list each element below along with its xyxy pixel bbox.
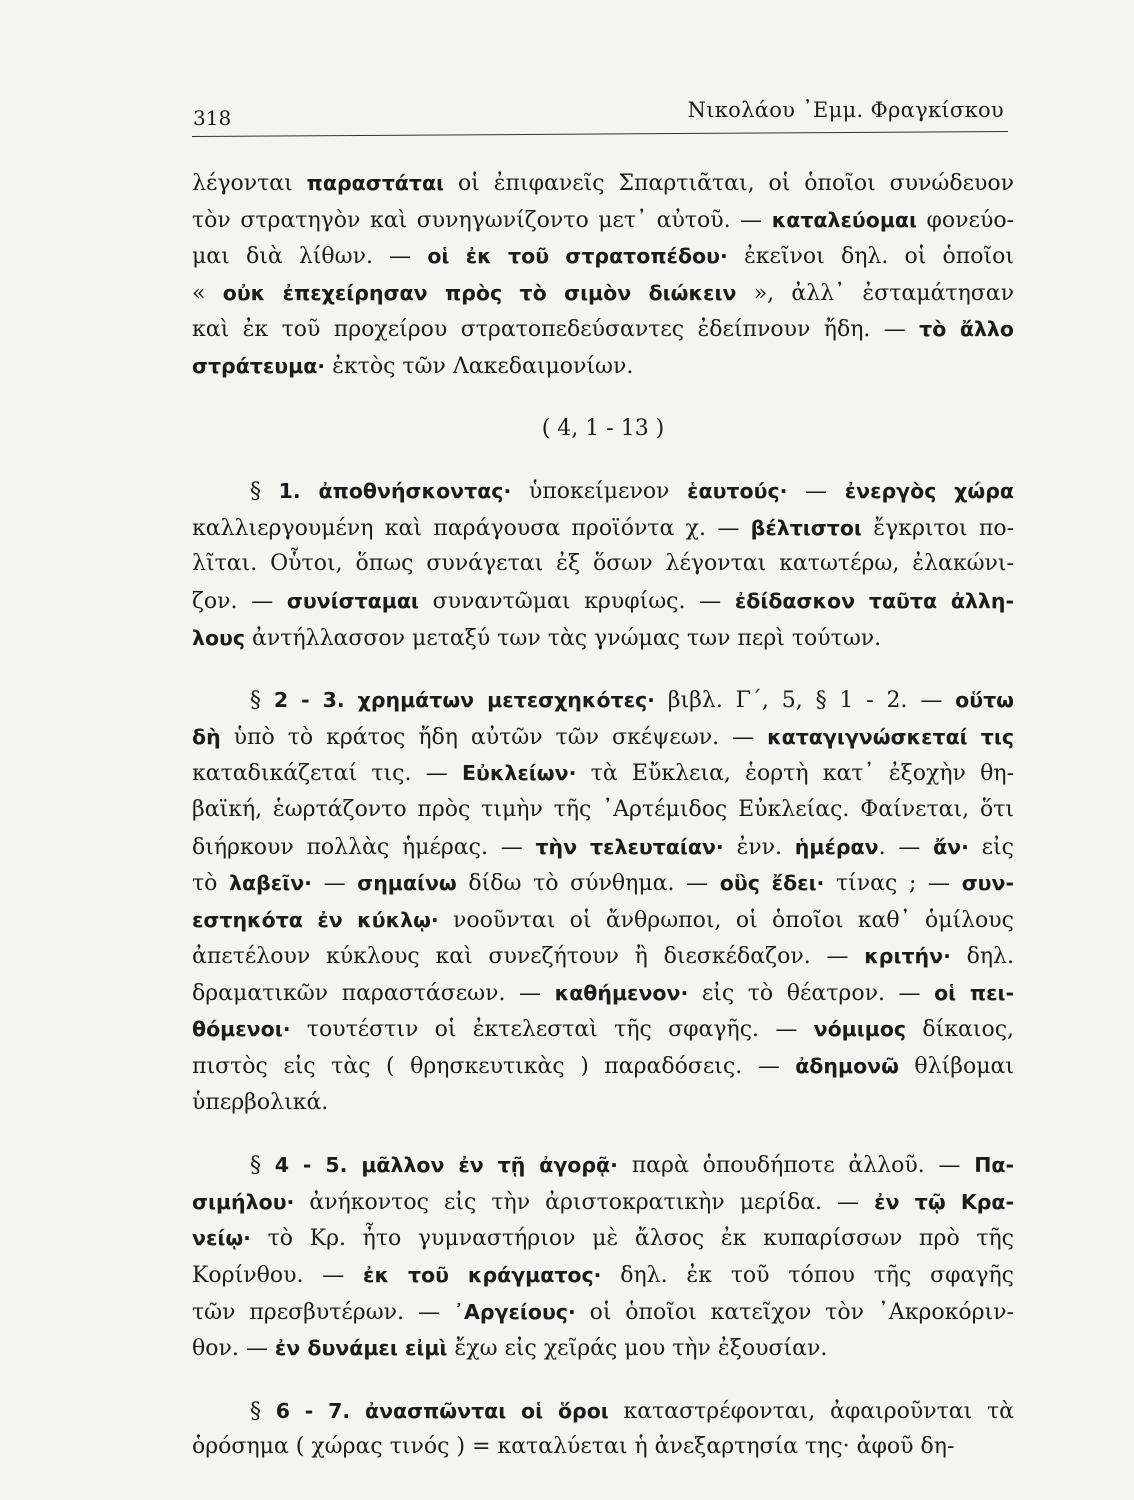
bold-lemma: 1. ἀποθνήσκοντας· <box>278 479 512 504</box>
text-run: οἱ ὁποῖοι κατεῖχον τὸν ᾿Ακροκόριν- <box>575 1299 1014 1325</box>
text-line <box>192 1048 1014 1085</box>
text-line <box>192 1294 1014 1331</box>
text-line <box>192 938 1014 975</box>
bold-lemma: νείῳ· <box>192 1226 251 1251</box>
text-run: ζον. — <box>192 588 287 614</box>
text-run: ἐνν. <box>723 834 795 860</box>
text-run: παρὰ ὁπουδήποτε ἀλλοῦ. — <box>617 1153 975 1179</box>
bold-lemma: καθήμενον· <box>554 980 689 1005</box>
paragraph-gap <box>192 1121 1014 1147</box>
text-line <box>192 719 1014 756</box>
text-run: ἐκεῖνοι δηλ. οἱ ὁποῖοι <box>727 244 1014 270</box>
text-line <box>192 1184 1014 1221</box>
bold-lemma: θόμενοι· <box>192 1017 291 1042</box>
text-line <box>192 1257 1014 1294</box>
text-run: καλλιεργουμένη καὶ παράγουσα προϊόντα χ. — <box>192 515 751 541</box>
text-run: § <box>250 479 279 505</box>
bold-lemma: δὴ <box>192 724 221 749</box>
bold-lemma: οὓς ἔδει· <box>719 871 825 896</box>
paragraph-gap <box>192 447 1014 473</box>
text-line <box>192 975 1014 1012</box>
text-run: καταδικάζεταί τις. — <box>192 761 462 787</box>
text-run: § <box>250 1153 275 1179</box>
bold-lemma: 6 - 7. ἀνασπῶνται οἱ ὅροι <box>275 1398 609 1423</box>
text-run: λῖται. Οὗτοι, ὅπως συνάγεται ἐξ ὅσων λέγονται κατωτέρω, ἐλακώνι- <box>192 551 1014 577</box>
bold-lemma: νόμιμος <box>813 1017 907 1042</box>
text-run: ἀπετέλουν κύκλους καὶ συνεζήτουν ἢ διεσκέδαζον. — <box>192 944 865 970</box>
bold-lemma: ᾿Αργείους· <box>453 1299 576 1324</box>
bold-lemma: λους <box>192 625 246 650</box>
text-line <box>192 682 1014 719</box>
text-run: λέγονται <box>192 171 307 196</box>
paragraph <box>192 1147 1014 1367</box>
bold-lemma: καταγιγνώσκεταί τις <box>767 724 1014 749</box>
bold-lemma: ἐν δυνάμει εἰμὶ <box>274 1336 448 1361</box>
text-line <box>192 902 1014 939</box>
text-run: ὁρόσημα ( χώρας τινός ) = καταλύεται ἡ ἀνεξαρτησία της· ἀφοῦ δη- <box>192 1434 955 1460</box>
bold-lemma: Εὐκλείων· <box>462 761 577 786</box>
text-line <box>192 1011 1014 1048</box>
running-header-author: Νικολάου ᾿Εμμ. Φραγκίσκου <box>687 98 1004 122</box>
text-line <box>192 829 1014 866</box>
text-run: τουτέστιν οἱ ἐκτελεσταὶ τῆς σφαγῆς. — <box>290 1017 814 1043</box>
text-line <box>192 792 1014 829</box>
bold-lemma: λαβεῖν· <box>229 871 312 896</box>
text-run: δίδω τὸ σύνθημα. — <box>456 871 720 897</box>
bold-lemma: κριτήν· <box>864 944 951 969</box>
text-line <box>192 510 1014 547</box>
bold-lemma: Πα- <box>974 1153 1014 1178</box>
text-run: § <box>250 688 274 714</box>
bold-lemma: βέλτιστοι <box>750 515 862 540</box>
bold-lemma: ἀδημονῶ <box>795 1054 899 1079</box>
text-line <box>192 620 1014 657</box>
text-line <box>192 1429 1014 1466</box>
text-line <box>192 755 1014 792</box>
text-run: τὰ Εὔκλεια, ἑορτὴ κατ᾿ ἐξοχὴν θη- <box>576 761 1014 787</box>
bold-lemma: καταλεύομαι <box>771 207 917 232</box>
text-run: τὸ Κρ. ἦτο γυμναστήριον μὲ ἄλσος ἐκ κυπαρίσσων πρὸ τῆς <box>250 1226 1014 1252</box>
text-line <box>192 1393 1014 1430</box>
text-run: « <box>192 280 223 306</box>
text-line <box>192 583 1014 620</box>
paragraph-gap <box>192 656 1014 682</box>
text-run: . — <box>878 834 934 860</box>
text-run: ἔχω εἰς χεῖράς μου τὴν ἐξουσίαν. <box>447 1336 828 1362</box>
text-run: καὶ ἐκ τοῦ προχείρου στρατοπεδεύσαντες ἐδείπνουν ἤδη. — <box>192 317 920 343</box>
paragraph <box>192 165 1014 385</box>
text-run: δηλ. ἐκ τοῦ τόπου τῆς σφαγῆς <box>601 1263 1014 1289</box>
paragraph <box>192 1393 1014 1466</box>
text-line <box>192 546 1014 583</box>
bold-lemma: ἐκ τοῦ κράγματος· <box>363 1263 602 1288</box>
text-run: δίκαιος, <box>906 1017 1014 1043</box>
text-run: βαϊκή, ἑωρτάζοντο πρὸς τιμὴν τῆς ᾿Αρτέμιδος Εὐκλείας. Φαίνεται, ὅτι <box>192 796 1014 822</box>
header-rule <box>192 131 1008 137</box>
text-line <box>192 275 1014 312</box>
paragraph-gap <box>192 1367 1014 1393</box>
bold-lemma: εστηκότα ἐν κύκλῳ· <box>192 907 439 932</box>
text-run: φονεύο- <box>917 207 1014 233</box>
text-run: τὸν στρατηγὸν καὶ συνηγωνίζοντο μετ᾿ αὐτοῦ. — <box>192 207 772 233</box>
bold-lemma: οὕτω <box>955 688 1014 713</box>
text-line <box>192 865 1014 902</box>
paragraph <box>192 473 1014 656</box>
text-run: ὑπερβολικά. <box>192 1089 329 1115</box>
bold-lemma: παραστάται <box>306 171 445 195</box>
page-number: 318 <box>193 106 232 130</box>
text-run: ἐκτὸς τῶν Λακεδαιμονίων. <box>325 353 634 379</box>
text-line <box>192 1220 1014 1257</box>
page-body <box>192 165 1014 1466</box>
text-run: βιβλ. Γ΄, 5, § 1 - 2. — <box>654 688 956 714</box>
text-run: », ἀλλ᾿ ἐσταμάτησαν <box>736 280 1014 306</box>
bold-lemma: ἄν· <box>933 834 969 859</box>
text-run: ὑποκείμενον <box>511 479 688 505</box>
text-run: ἀνήκοντος εἰς τὴν ἀριστοκρατικὴν μερίδα. — <box>294 1189 875 1215</box>
bold-lemma: συν- <box>961 871 1014 896</box>
text-line <box>192 348 1014 385</box>
bold-lemma: συνίσταμαι <box>286 588 419 613</box>
text-line <box>192 202 1014 239</box>
text-run: νοοῦνται οἱ ἄνθρωποι, οἱ ὁποῖοι καθ᾿ ὁμίλους <box>438 907 1014 933</box>
text-run: τίνας ; — <box>824 871 962 897</box>
paragraph-gap <box>192 385 1014 411</box>
text-run: — <box>787 479 845 505</box>
text-line <box>192 311 1014 348</box>
text-run: τὸ <box>192 871 230 897</box>
bold-lemma: 2 - 3. χρημάτων μετεσχηκότες· <box>273 688 655 713</box>
text-line <box>192 1085 1014 1122</box>
text-run: ἀντήλλασσον μεταξύ των τὰς γνώμας των περὶ τούτων. <box>245 625 882 651</box>
text-run: καταστρέφονται, ἀφαιροῦνται τὰ <box>608 1398 1014 1424</box>
text-run: Κορίνθου. — <box>192 1263 364 1289</box>
bold-lemma: ἐνεργὸς χώρα <box>844 479 1014 504</box>
text-line <box>192 1147 1014 1184</box>
paragraph <box>192 682 1014 1121</box>
bold-lemma: οὐκ ἐπεχείρησαν πρὸς τὸ σιμὸν διώκειν <box>222 280 737 305</box>
text-run: ὑπὸ τὸ κράτος ἤδη αὐτῶν τῶν σκέψεων. — <box>220 724 768 750</box>
text-run: θλίβομαι <box>898 1054 1014 1080</box>
bold-lemma: οἱ ἐκ τοῦ στρατοπέδου· <box>427 244 728 269</box>
bold-lemma: σημαίνω <box>357 871 457 896</box>
bold-lemma: ἑαυτούς· <box>687 479 788 504</box>
text-run: οἱ ἐπιφανεῖς Σπαρτιᾶται, οἱ ὁποῖοι συνώδευον <box>444 171 1014 196</box>
text-run: ἔγκριτοι πο- <box>861 515 1014 541</box>
text-line <box>192 238 1014 275</box>
text-run: δραματικῶν παραστάσεων. — <box>192 980 555 1006</box>
text-line <box>192 165 1014 202</box>
section-heading: ( 4, 1 - 13 ) <box>541 415 665 441</box>
text-run: διήρκουν πολλὰς ἡμέρας. — <box>192 834 536 860</box>
text-run: συναντῶμαι κρυφίως. — <box>418 588 735 614</box>
text-run: εἰς τὸ θέατρον. — <box>688 980 935 1006</box>
bold-lemma: οἱ πει- <box>934 980 1014 1005</box>
bold-lemma: σιμήλου· <box>192 1189 295 1214</box>
text-run: — <box>311 871 358 897</box>
text-run: τῶν πρεσβυτέρων. — <box>192 1299 454 1325</box>
bold-lemma: ἐδίδασκον ταῦτα ἀλλη- <box>734 588 1014 613</box>
bold-lemma: 4 - 5. μᾶλλον ἐν τῇ ἀγορᾷ· <box>274 1153 618 1178</box>
bold-lemma: τὸ ἄλλο <box>919 317 1014 342</box>
text-run: § <box>250 1398 276 1424</box>
text-run: πιστὸς εἰς τὰς ( θρησκευτικὰς ) παραδόσεις. — <box>192 1054 796 1080</box>
text-run: μαι διὰ λίθων. — <box>192 244 428 270</box>
text-run: θον. — <box>192 1336 275 1362</box>
bold-lemma: τὴν τελευταίαν· <box>535 834 724 859</box>
bold-lemma: στράτευμα· <box>192 353 326 378</box>
text-run: δηλ. <box>950 944 1014 970</box>
text-line <box>192 473 1014 510</box>
text-line <box>192 1330 1014 1367</box>
text-run: εἰς <box>968 834 1014 860</box>
bold-lemma: ἡμέραν <box>794 834 879 859</box>
bold-lemma: ἐν τῷ Κρα- <box>874 1189 1014 1214</box>
